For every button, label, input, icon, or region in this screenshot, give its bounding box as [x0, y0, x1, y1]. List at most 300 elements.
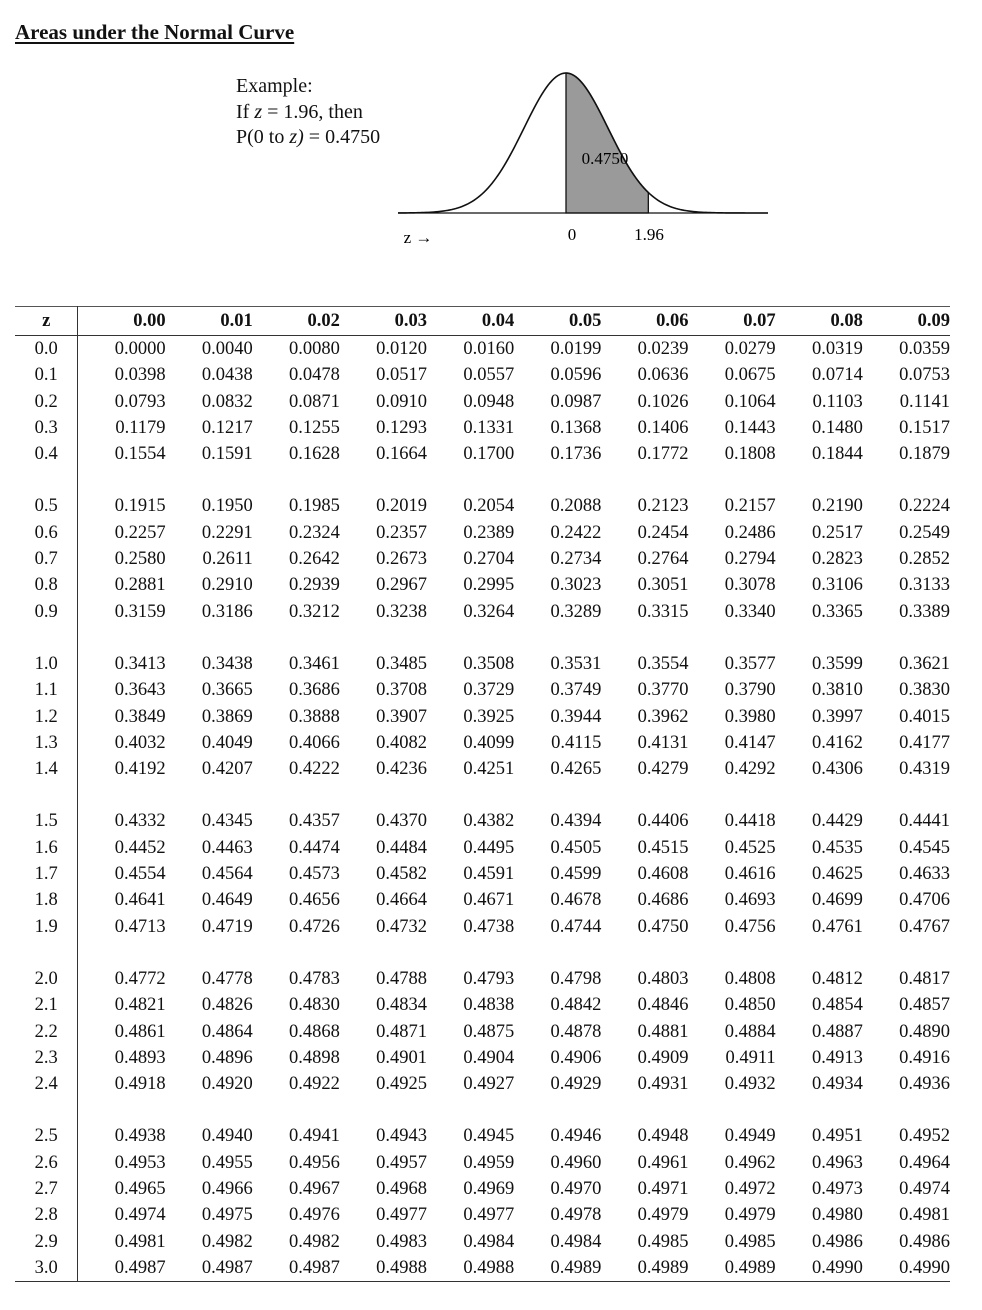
- area-value-cell: 0.0596: [550, 365, 602, 386]
- area-value-cell: 0.4357: [289, 811, 340, 832]
- area-value-cell: 0.4616: [724, 864, 776, 885]
- area-value-cell: 0.4901: [376, 1047, 428, 1068]
- area-value-cell: 0.4884: [724, 1021, 776, 1042]
- area-value-cell: 0.4772: [114, 968, 166, 989]
- area-value-cell: 0.4967: [289, 1179, 340, 1200]
- area-value-cell: 0.2257: [114, 522, 166, 543]
- area-value-cell: 0.4177: [899, 732, 950, 753]
- area-value-cell: 0.4808: [724, 968, 776, 989]
- area-value-cell: 0.3686: [289, 680, 340, 701]
- area-value-cell: 0.3790: [724, 680, 776, 701]
- area-value-cell: 0.0239: [637, 339, 689, 359]
- area-value-cell: 0.4656: [289, 890, 340, 911]
- area-value-cell: 0.0675: [724, 365, 776, 386]
- area-value-cell: 0.4922: [289, 1074, 340, 1095]
- area-value-cell: 0.3944: [550, 706, 602, 727]
- area-value-cell: 0.4265: [550, 759, 602, 780]
- z-value-cell: 0.2: [15, 389, 78, 415]
- z-value-cell: 2.9: [15, 1229, 78, 1255]
- area-value-cell: 0.1808: [724, 444, 776, 465]
- area-value-cell: 0.0793: [114, 391, 166, 412]
- area-value-cell: 0.0319: [811, 339, 863, 359]
- area-value-cell: 0.4495: [463, 837, 515, 858]
- area-value-cell: 0.2486: [724, 522, 776, 543]
- area-value-cell: 0.3810: [811, 680, 863, 701]
- area-value-cell: 0.1517: [899, 417, 950, 438]
- area-value-cell: 0.3925: [463, 706, 515, 727]
- area-value-cell: 0.3389: [899, 601, 950, 622]
- table-row: [15, 730, 950, 756]
- table-row: [15, 362, 950, 388]
- area-value-cell: 0.4871: [376, 1021, 428, 1042]
- area-value-cell: 0.3980: [724, 706, 776, 727]
- area-value-cell: 0.4625: [811, 864, 863, 885]
- area-value-cell: 0.4345: [201, 811, 253, 832]
- area-value-cell: 0.4978: [550, 1205, 602, 1226]
- area-value-cell: 0.4686: [637, 890, 689, 911]
- shaded-area: [566, 73, 648, 213]
- area-value-cell: 0.3051: [637, 575, 689, 596]
- spacer-cell: [78, 625, 950, 651]
- area-value-cell: 0.1331: [463, 417, 515, 438]
- area-value-cell: 0.4987: [201, 1257, 253, 1278]
- column-header: 0.03: [394, 311, 428, 331]
- area-value-cell: 0.1255: [289, 417, 340, 438]
- area-value-cell: 0.2642: [289, 549, 340, 570]
- z-value-cell: 2.6: [15, 1150, 78, 1176]
- z-value-cell: 1.9: [15, 914, 78, 940]
- area-value-cell: 0.2580: [114, 549, 166, 570]
- area-value-cell: 0.4192: [114, 759, 166, 780]
- area-value-cell: 0.0120: [376, 339, 428, 359]
- area-value-cell: 0.4850: [724, 995, 776, 1016]
- spacer-cell: [15, 940, 78, 966]
- area-value-cell: 0.2357: [376, 522, 428, 543]
- area-value-cell: 0.4975: [201, 1205, 253, 1226]
- area-value-cell: 0.4945: [463, 1126, 515, 1147]
- area-value-cell: 0.4812: [811, 968, 863, 989]
- area-value-cell: 0.4929: [550, 1074, 602, 1095]
- area-value-cell: 0.4817: [899, 968, 950, 989]
- area-value-cell: 0.4986: [899, 1231, 950, 1252]
- area-value-cell: 0.4251: [463, 759, 515, 780]
- table-row: [15, 1123, 950, 1149]
- area-value-cell: 0.4788: [376, 968, 428, 989]
- area-value-cell: 0.4738: [463, 916, 515, 937]
- area-value-cell: 0.2517: [811, 522, 863, 543]
- area-value-cell: 0.4913: [811, 1047, 863, 1068]
- area-value-cell: 0.0871: [289, 391, 340, 412]
- column-header: 0.01: [220, 311, 253, 331]
- area-value-cell: 0.3729: [463, 680, 515, 701]
- area-value-cell: 0.4968: [376, 1179, 428, 1200]
- group-spacer: [15, 625, 950, 651]
- area-value-cell: 0.4744: [550, 916, 602, 937]
- z-value-cell: 0.6: [15, 520, 78, 546]
- area-value-cell: 0.4983: [376, 1231, 428, 1252]
- area-value-cell: 0.4678: [550, 890, 602, 911]
- table-row: [15, 441, 950, 467]
- area-value-cell: 0.4941: [289, 1126, 340, 1147]
- area-value-cell: 0.3770: [637, 680, 689, 701]
- area-value-cell: 0.4582: [376, 864, 428, 885]
- area-value-cell: 0.3212: [289, 601, 340, 622]
- area-value-cell: 0.4082: [376, 732, 428, 753]
- area-value-cell: 0.2019: [376, 496, 428, 517]
- area-value-cell: 0.4943: [376, 1126, 428, 1147]
- area-value-cell: 0.4981: [114, 1231, 166, 1252]
- area-value-cell: 0.4846: [637, 995, 689, 1016]
- z-value-cell: 1.0: [15, 651, 78, 677]
- area-value-cell: 0.4972: [724, 1179, 776, 1200]
- area-value-cell: 0.4525: [724, 837, 776, 858]
- area-value-cell: 0.0910: [376, 391, 428, 412]
- area-value-cell: 0.4767: [899, 916, 950, 937]
- area-value-cell: 0.2995: [463, 575, 515, 596]
- area-value-cell: 0.0040: [201, 339, 253, 359]
- area-value-cell: 0.0000: [114, 339, 166, 359]
- area-value-cell: 0.4955: [201, 1152, 253, 1173]
- z-value-cell: 0.7: [15, 546, 78, 572]
- example-prob-prefix: P(0 to: [236, 126, 290, 148]
- table-row: [15, 966, 950, 992]
- area-value-cell: 0.4893: [114, 1047, 166, 1068]
- area-value-cell: 0.3289: [550, 601, 602, 622]
- area-value-cell: 0.4115: [551, 732, 602, 753]
- group-spacer: [15, 940, 950, 966]
- spacer-cell: [15, 1097, 78, 1123]
- area-value-cell: 0.4429: [811, 811, 863, 832]
- area-value-cell: 0.3962: [637, 706, 689, 727]
- normal-curve-figure: [380, 60, 780, 260]
- area-value-cell: 0.0080: [289, 339, 340, 359]
- area-value-cell: 0.3508: [463, 653, 515, 674]
- area-value-cell: 0.4207: [201, 759, 253, 780]
- area-value-cell: 0.1480: [811, 417, 863, 438]
- area-value-cell: 0.0398: [114, 365, 166, 386]
- area-value-cell: 0.4545: [899, 837, 950, 858]
- area-value-cell: 0.4756: [724, 916, 776, 937]
- spacer-cell: [78, 782, 950, 808]
- area-value-cell: 0.1915: [114, 496, 166, 517]
- area-value-cell: 0.3888: [289, 706, 340, 727]
- area-value-cell: 0.4961: [637, 1152, 689, 1173]
- area-value-cell: 0.0714: [811, 365, 863, 386]
- area-value-cell: 0.4505: [550, 837, 602, 858]
- area-value-cell: 0.4382: [463, 811, 515, 832]
- area-value-cell: 0.3621: [899, 653, 950, 674]
- table-row: [15, 546, 950, 572]
- z-value-cell: 0.9: [15, 599, 78, 625]
- table-row: [15, 1202, 950, 1228]
- area-value-cell: 0.4911: [725, 1047, 776, 1068]
- column-header: 0.07: [743, 311, 776, 331]
- area-value-cell: 0.4989: [637, 1257, 689, 1278]
- area-value-cell: 0.0160: [463, 339, 515, 359]
- area-value-cell: 0.4906: [550, 1047, 602, 1068]
- example-line-prefix: If: [236, 100, 255, 123]
- table-row: [15, 1150, 950, 1176]
- area-value-cell: 0.4599: [550, 864, 602, 885]
- area-value-cell: 0.1103: [812, 391, 863, 412]
- area-value-cell: 0.4394: [550, 811, 602, 832]
- area-value-cell: 0.2881: [114, 575, 166, 596]
- area-value-cell: 0.4938: [114, 1126, 166, 1147]
- area-value-cell: 0.4974: [114, 1205, 166, 1226]
- area-value-cell: 0.3413: [114, 653, 166, 674]
- area-value-cell: 0.4131: [637, 732, 689, 753]
- group-spacer: [15, 782, 950, 808]
- area-value-cell: 0.0557: [463, 365, 515, 386]
- area-value-cell: 0.0199: [550, 339, 602, 359]
- area-value-cell: 0.4976: [289, 1205, 340, 1226]
- area-value-cell: 0.4306: [811, 759, 863, 780]
- table-row: [15, 677, 950, 703]
- z-value-cell: 1.5: [15, 808, 78, 834]
- area-value-cell: 0.4875: [463, 1021, 515, 1042]
- area-value-cell: 0.3315: [637, 601, 689, 622]
- area-value-cell: 0.4515: [637, 837, 689, 858]
- area-value-cell: 0.4608: [637, 864, 689, 885]
- example-prob-var: z): [289, 126, 304, 148]
- area-value-cell: 0.4162: [811, 732, 863, 753]
- column-header: 0.02: [307, 311, 340, 331]
- table-row: [15, 1019, 950, 1045]
- area-value-cell: 0.4750: [637, 916, 689, 937]
- column-header: 0.09: [917, 311, 950, 331]
- area-value-cell: 0.4713: [114, 916, 166, 937]
- area-value-cell: 0.4990: [899, 1257, 950, 1278]
- column-header: 0.04: [481, 311, 515, 331]
- area-value-cell: 0.4971: [637, 1179, 689, 1200]
- area-value-cell: 0.4664: [376, 890, 428, 911]
- area-value-cell: 0.4980: [811, 1205, 863, 1226]
- area-value-cell: 0.2324: [289, 522, 340, 543]
- table-row: [15, 992, 950, 1018]
- area-value-cell: 0.4222: [289, 759, 340, 780]
- area-value-cell: 0.3485: [376, 653, 428, 674]
- area-value-cell: 0.4984: [463, 1231, 515, 1252]
- area-value-cell: 0.2794: [724, 549, 776, 570]
- area-value-cell: 0.2852: [899, 549, 950, 570]
- area-value-cell: 0.2123: [637, 496, 689, 517]
- table-row: [15, 756, 950, 782]
- area-value-cell: 0.4890: [899, 1021, 950, 1042]
- table-row: [15, 599, 950, 625]
- spacer-cell: [15, 782, 78, 808]
- table-row: [15, 704, 950, 730]
- area-value-cell: 0.4932: [724, 1074, 776, 1095]
- area-value-cell: 0.4987: [114, 1257, 166, 1278]
- area-value-cell: 0.4834: [376, 995, 428, 1016]
- area-value-cell: 0.4946: [550, 1126, 602, 1147]
- area-value-cell: 0.2967: [376, 575, 428, 596]
- area-value-cell: 0.3577: [724, 653, 776, 674]
- spacer-cell: [78, 940, 950, 966]
- example-line-var: z: [254, 100, 263, 123]
- area-value-cell: 0.3665: [201, 680, 253, 701]
- area-value-cell: 0.2764: [637, 549, 689, 570]
- area-value-cell: 0.3106: [811, 575, 863, 596]
- area-value-cell: 0.1844: [811, 444, 863, 465]
- area-value-cell: 0.4861: [114, 1021, 166, 1042]
- area-value-cell: 0.2190: [811, 496, 863, 517]
- area-value-cell: 0.4962: [724, 1152, 776, 1173]
- area-value-cell: 0.4988: [376, 1257, 428, 1278]
- area-value-cell: 0.4959: [463, 1152, 515, 1173]
- area-value-cell: 0.1736: [550, 444, 602, 465]
- area-value-cell: 0.4916: [899, 1047, 950, 1068]
- z-axis-label: z →: [403, 228, 433, 247]
- column-header: 0.06: [656, 311, 689, 331]
- area-value-cell: 0.0636: [637, 365, 689, 386]
- z-table-body: [15, 336, 950, 1282]
- area-value-cell: 0.3830: [899, 680, 950, 701]
- area-value-cell: 0.3340: [724, 601, 776, 622]
- spacer-cell: [15, 625, 78, 651]
- table-row: [15, 572, 950, 598]
- area-value-cell: 0.4987: [289, 1257, 340, 1278]
- area-value-cell: 0.4977: [376, 1205, 428, 1226]
- z-value-label: 1.96: [634, 225, 664, 244]
- example-text: [236, 74, 380, 151]
- area-value-cell: 0.1293: [376, 417, 428, 438]
- area-value-cell: 0.3531: [550, 653, 602, 674]
- area-value-cell: 0.4693: [724, 890, 776, 911]
- area-value-cell: 0.2157: [724, 496, 776, 517]
- area-value-cell: 0.4535: [811, 837, 863, 858]
- example-line-suffix: = 1.96, then: [262, 100, 363, 123]
- area-value-cell: 0.0438: [201, 365, 253, 386]
- area-value-cell: 0.0948: [463, 391, 515, 412]
- area-value-cell: 0.1217: [201, 417, 253, 438]
- area-value-cell: 0.4564: [201, 864, 253, 885]
- header-row: [15, 307, 950, 336]
- area-value-cell: 0.4049: [201, 732, 253, 753]
- area-value-cell: 0.1950: [201, 496, 253, 517]
- area-value-cell: 0.2611: [202, 549, 253, 570]
- area-value-cell: 0.4985: [637, 1231, 689, 1252]
- z-value-cell: 2.2: [15, 1019, 78, 1045]
- area-value-cell: 0.4854: [811, 995, 863, 1016]
- example-prob-suffix: = 0.4750: [303, 126, 381, 148]
- z-value-cell: 2.3: [15, 1045, 78, 1071]
- area-value-cell: 0.1026: [637, 391, 689, 412]
- area-value-cell: 0.4332: [114, 811, 166, 832]
- area-value-cell: 0.2454: [637, 522, 689, 543]
- area-value-cell: 0.4953: [114, 1152, 166, 1173]
- area-value-cell: 0.3554: [637, 653, 689, 674]
- spacer-cell: [78, 467, 950, 493]
- area-value-cell: 0.4463: [201, 837, 253, 858]
- area-value-cell: 0.4554: [114, 864, 166, 885]
- area-value-cell: 0.2088: [550, 496, 602, 517]
- table-row: [15, 861, 950, 887]
- area-value-cell: 0.4474: [289, 837, 340, 858]
- area-value-cell: 0.4147: [724, 732, 776, 753]
- area-value-cell: 0.4969: [463, 1179, 515, 1200]
- area-value-cell: 0.4783: [289, 968, 340, 989]
- area-value-cell: 0.2939: [289, 575, 340, 596]
- z-value-cell: 2.8: [15, 1202, 78, 1228]
- area-value-cell: 0.3869: [201, 706, 253, 727]
- area-value-cell: 0.2291: [201, 522, 253, 543]
- table-row: [15, 1071, 950, 1097]
- table-row: [15, 389, 950, 415]
- area-value-cell: 0.4649: [201, 890, 253, 911]
- area-value-cell: 0.4979: [637, 1205, 689, 1226]
- table-row: [15, 808, 950, 834]
- z-value-cell: 0.3: [15, 415, 78, 441]
- z-value-cell: 2.7: [15, 1176, 78, 1202]
- table-row: [15, 1255, 950, 1282]
- area-value-cell: 0.4292: [724, 759, 776, 780]
- area-value-cell: 0.4842: [550, 995, 602, 1016]
- area-value-cell: 0.4904: [463, 1047, 515, 1068]
- area-value-cell: 0.4990: [811, 1257, 863, 1278]
- area-value-cell: 0.1628: [289, 444, 340, 465]
- column-header: 0.05: [568, 311, 602, 331]
- area-value-cell: 0.3708: [376, 680, 428, 701]
- area-value-cell: 0.4699: [811, 890, 863, 911]
- table-row: [15, 493, 950, 519]
- area-value-cell: 0.2422: [550, 522, 602, 543]
- area-value-cell: 0.4803: [637, 968, 689, 989]
- area-value-cell: 0.4066: [289, 732, 340, 753]
- area-value-cell: 0.1443: [724, 417, 776, 438]
- table-row: [15, 835, 950, 861]
- area-value-cell: 0.4887: [811, 1021, 863, 1042]
- z-value-cell: 1.4: [15, 756, 78, 782]
- area-value-cell: 0.3907: [376, 706, 428, 727]
- area-value-cell: 0.4418: [724, 811, 776, 832]
- area-value-cell: 0.4973: [811, 1179, 863, 1200]
- area-value-cell: 0.4948: [637, 1126, 689, 1147]
- table-row: [15, 336, 950, 363]
- area-value-cell: 0.1591: [201, 444, 253, 465]
- area-value-cell: 0.3643: [114, 680, 166, 701]
- area-value-cell: 0.4985: [724, 1231, 776, 1252]
- area-value-cell: 0.3599: [811, 653, 863, 674]
- area-value-cell: 0.4761: [811, 916, 863, 937]
- area-value-cell: 0.4989: [724, 1257, 776, 1278]
- area-value-cell: 0.3849: [114, 706, 166, 727]
- area-value-cell: 0.4965: [114, 1179, 166, 1200]
- example-line: [236, 100, 380, 126]
- area-value-cell: 0.4934: [811, 1074, 863, 1095]
- table-row: [15, 1045, 950, 1071]
- area-value-cell: 0.4319: [899, 759, 950, 780]
- area-value-cell: 0.1879: [899, 444, 950, 465]
- area-value-cell: 0.4370: [376, 811, 428, 832]
- area-value-cell: 0.2910: [201, 575, 253, 596]
- area-value-cell: 0.1064: [724, 391, 776, 412]
- area-value-cell: 0.1368: [550, 417, 602, 438]
- area-value-cell: 0.4920: [201, 1074, 253, 1095]
- z-value-cell: 1.2: [15, 704, 78, 730]
- group-spacer: [15, 1097, 950, 1123]
- area-value-cell: 0.4732: [376, 916, 428, 937]
- area-value-cell: 0.1985: [289, 496, 340, 517]
- area-value-cell: 0.3365: [811, 601, 863, 622]
- area-value-cell: 0.4940: [201, 1126, 253, 1147]
- column-header: 0.08: [830, 311, 863, 331]
- table-row: [15, 415, 950, 441]
- area-value-cell: 0.1772: [637, 444, 689, 465]
- area-value-cell: 0.4878: [550, 1021, 602, 1042]
- area-value-cell: 0.0753: [899, 365, 950, 386]
- area-value-cell: 0.1554: [114, 444, 166, 465]
